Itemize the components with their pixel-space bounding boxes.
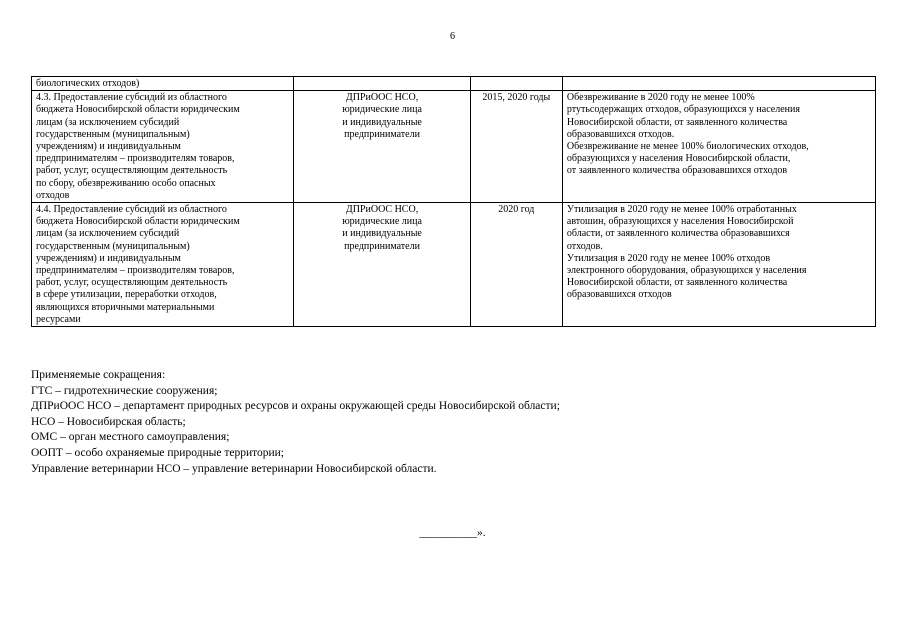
abbreviation-item: ДПРиООС НСО – департамент природных ресурсов и охраны окружающей среды Новосибирской области; — [31, 400, 560, 413]
result-cell: Обезвреживание в 2020 году не менее 100% ртутьсодержащих отходов, образующихся у населения Новосибирской области, от заявленного количества образовавшихся отходов. Обезвреживание не менее 100% биологических отходов, образующихся у населения Новосибирской области, от заявленного количества образовавшихся отходов — [562, 91, 875, 203]
abbreviation-item: ООПТ – особо охраняемые природные территории; — [31, 446, 285, 459]
table-row — [32, 203, 876, 327]
table-row — [32, 91, 876, 203]
result-cell: Утилизация в 2020 году не менее 100% отработанных автошин, образующихся у населения Новосибирской области, от заявленного количества образовавшихся отходов. Утилизация в 2020 году не менее 100% отходов электронного оборудования, образующихся у населения Новосибирской области, от заявленного количества образовавшихся отходов — [562, 203, 875, 327]
closing-mark: __________». — [419, 527, 486, 539]
page-number: 6 — [450, 31, 455, 42]
abbreviation-item: ГТС – гидротехнические сооружения; — [31, 384, 218, 397]
measure-name-cell: 4.3. Предоставление субсидий из областного бюджета Новосибирской области юридическим лицам (за исключением субсидий государственным (муниципальным) учреждениям) и индивидуальным предпринимателям – производителям товаров, работ, услуг, осуществляющим деятельность по сбору, обезвреживанию особо опасных отходов — [32, 91, 294, 203]
period-cell — [470, 77, 562, 91]
measure-name-cell: 4.4. Предоставление субсидий из областного бюджета Новосибирской области юридическим лицам (за исключением субсидий государственным (муниципальным) учреждениям) и индивидуальным предпринимателям – производителям товаров, работ, услуг, осуществляющим деятельность в сфере утилизации, переработки отходов, являющихся вторичными материальными ресурсами — [32, 203, 294, 327]
table-row — [32, 77, 876, 91]
abbreviations-heading: Применяемые сокращения: — [31, 369, 166, 381]
abbreviation-item: НСО – Новосибирская область; — [31, 415, 186, 428]
period-cell: 2015, 2020 годы — [470, 91, 562, 203]
result-cell — [562, 77, 875, 91]
measures-table — [31, 76, 876, 327]
executor-cell: ДПРиООС НСО, юридические лица и индивидуальные предприниматели — [294, 203, 470, 327]
executor-cell — [294, 77, 470, 91]
measure-name-cell: биологических отходов) — [32, 77, 294, 91]
period-cell: 2020 год — [470, 203, 562, 327]
abbreviation-item: ОМС – орган местного самоуправления; — [31, 431, 230, 444]
abbreviations-section — [31, 368, 876, 477]
executor-cell: ДПРиООС НСО, юридические лица и индивидуальные предприниматели — [294, 91, 470, 203]
abbreviation-item: Управление ветеринарии НСО – управление ветеринарии Новосибирской области. — [31, 462, 437, 475]
